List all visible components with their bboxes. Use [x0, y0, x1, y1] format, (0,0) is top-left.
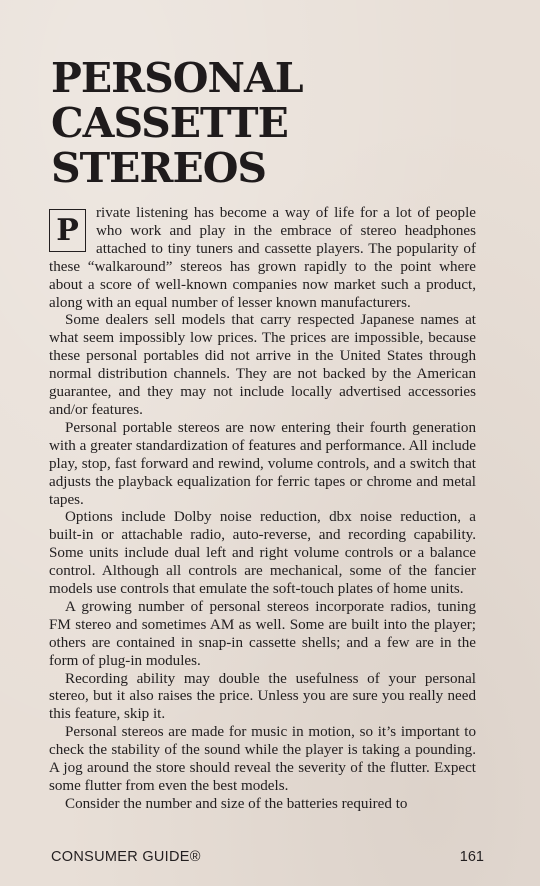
- paragraph: A growing number of personal stereos incorporate radios, tuning FM stereo and sometimes AM as well. Some are built into the player; others are contained in snap-in cassette shells; and a few are in the form of plug-in modules.: [49, 598, 476, 669]
- paragraph: Options include Dolby noise reduction, dbx noise reduction, a built-in or attachable radio, auto-reverse, and recording capability. Some units include dual left and right volume controls or a balance control. Although all controls are mechanical, some of the fancier models use controls that emulate the soft-touch plates of home units.: [49, 509, 476, 598]
- paragraph: Personal portable stereos are now entering their fourth generation with a greater standardization of features and performance. All include play, stop, fast forward and rewind, volume controls, and a switch that adjusts the playback equalization for ferric tapes or chrome and metal tapes.: [49, 419, 476, 508]
- publication-name: CONSUMER GUIDE®: [51, 849, 201, 865]
- paragraph: Some dealers sell models that carry respected Japanese names at what seem impossibly low prices. The prices are impossible, because these personal portables did not arrive in the United States through normal distribution channels. They are not backed by the American guarantee, and they may not include locally advertised accessories and/or features.: [49, 312, 476, 418]
- title-line: STEREOS: [51, 144, 267, 192]
- drop-cap: P: [49, 209, 86, 252]
- article-body: [49, 205, 476, 814]
- title-line: CASSETTE: [51, 99, 288, 147]
- page-number: 161: [459, 849, 484, 865]
- paragraph: rivate listening has become a way of life for a lot of people who work and play in the embrace of stereo headphones attached to tiny tuners and cassette players. The popularity of these “walkaround” stereos has grown rapidly to the point where about a score of well-known companies now market such a product, along with an equal number of lesser known manufacturers.: [49, 205, 476, 311]
- paragraph: Consider the number and size of the batteries required to: [65, 795, 408, 812]
- paragraph: Personal stereos are made for music in motion, so it’s important to check the stability of the sound while the player is taking a pounding. A jog around the store should reveal the severity of the flutter. Expect some flutter from even the best models.: [49, 724, 476, 794]
- paragraph: Recording ability may double the usefulness of your personal stereo, but it also raises the price. Unless you are sure you really need this feature, skip it.: [49, 670, 476, 723]
- title-line: PERSONAL: [51, 54, 303, 102]
- article-title: [51, 56, 303, 191]
